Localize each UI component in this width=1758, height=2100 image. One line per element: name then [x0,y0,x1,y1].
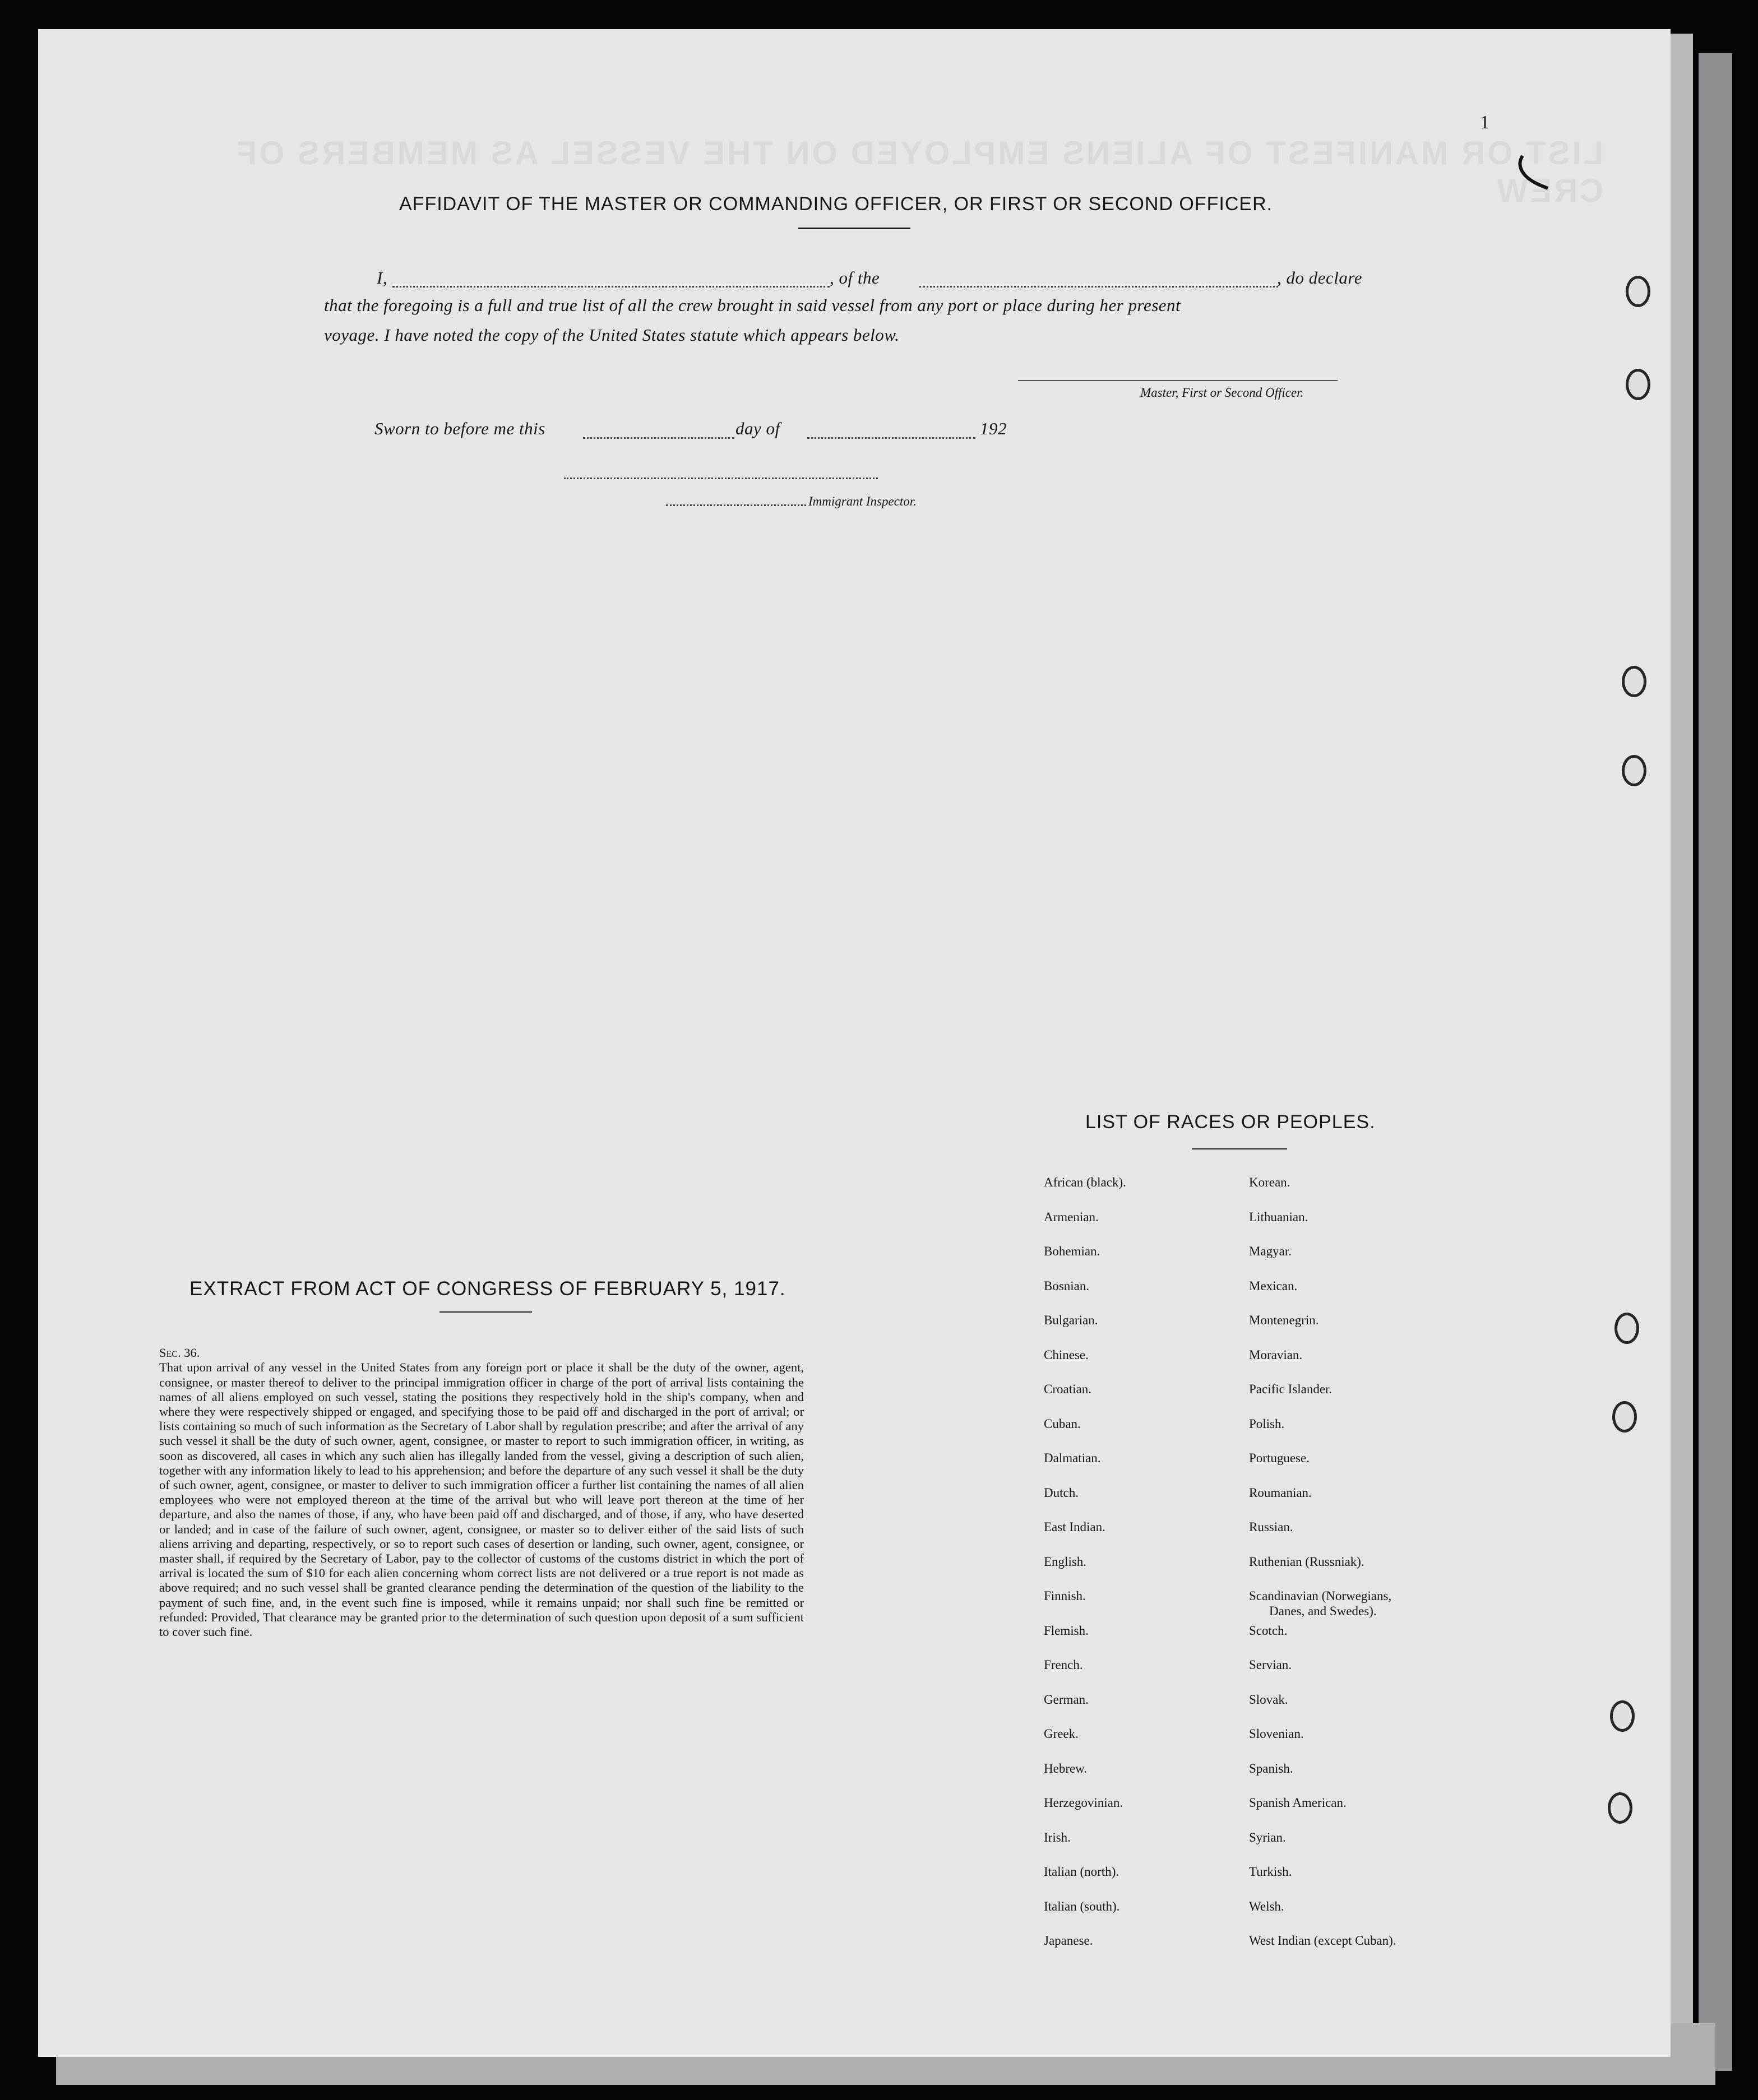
race-item: Italian (north). [1044,1865,1119,1879]
punch-hole [1608,1792,1632,1824]
affidavit-line1-end: , do declare [1277,268,1363,288]
extract-body [159,1331,804,1639]
race-item: Turkish. [1249,1865,1292,1879]
race-item: Bosnian. [1044,1278,1090,1293]
race-item [1249,1579,1396,1618]
extract-section-label: Sec. 36. [159,1346,200,1360]
punch-hole [1626,369,1650,400]
race-item: Polish. [1249,1416,1285,1431]
race-item: Greek. [1044,1727,1079,1741]
sworn-day-label: day of [735,419,780,438]
race-item: Welsh. [1249,1899,1284,1913]
extract-title-rule [440,1311,532,1313]
races-title-rule [1192,1148,1287,1149]
race-item: Korean. [1249,1175,1290,1189]
race-item: Italian (south). [1044,1899,1120,1913]
vessel-blank [919,286,1278,288]
race-item: Dalmatian. [1044,1451,1101,1465]
extract-title: EXTRACT FROM ACT OF CONGRESS OF FEBRUARY 5, 1917. [189,1278,786,1300]
race-item: Roumanian. [1249,1485,1312,1500]
race-item: Slovenian. [1249,1727,1304,1741]
punch-hole [1610,1700,1635,1732]
race-item-line: Danes, and Swedes). [1269,1604,1377,1618]
sworn-month-blank [807,437,975,439]
race-item-line: Scandinavian (Norwegians, [1249,1589,1392,1603]
race-item: Russian. [1249,1520,1293,1534]
affidavit-title: AFFIDAVIT OF THE MASTER OR COMMANDING OFFICER, OR FIRST OR SECOND OFFICER. [399,193,1273,215]
back-sheet-edge [1699,53,1732,2071]
sworn-day-blank [583,437,734,439]
race-item: Syrian. [1249,1830,1286,1844]
sworn-year: 192 [980,419,1007,438]
race-item: Spanish American. [1249,1796,1347,1810]
race-item: Moravian. [1249,1347,1303,1362]
punch-hole [1614,1313,1639,1344]
race-item: Lithuanian. [1249,1209,1308,1224]
inspector-signature-label: Immigrant Inspector. [808,494,917,508]
race-item: English. [1044,1554,1087,1569]
race-item: West Indian (except Cuban). [1249,1934,1396,1948]
race-item: Armenian. [1044,1209,1099,1224]
race-item: Herzegovinian. [1044,1796,1123,1810]
extract-text: That upon arrival of any vessel in the United States from any foreign port or place it shall be the duty of the owner, agent, consignee, or master thereof to deliver to the principal immigration officer in charge of the port of arrival lists containing the names of all aliens employed on such vessel, stating the positions they respectively hold in the ship's company, when and where they were respectively shipped or engaged, and specifying those to be paid off and discharged in the port of arrival; or lists containing so much of such information as the Secretary of Labor shall by regulation prescribe; and after the arrival of any such vessel it shall be the duty of such owner, agent, consignee, or master to report to such immigration officer, in writing, as soon as discovered, all cases in which any such alien has illegally landed from the vessel, giving a description of such alien, together with any information likely to lead to his apprehension; and before the departure of any such vessel it shall be the duty of such owner, agent, consignee, or master to deliver to such immigration officer a further list containing the names of all alien employees who were not employed thereon at the time of the arrival but who will leave port thereon at the time of her departure, and also the names of those, if any, who have been paid off and discharged, and of those, if any, who have deserted or landed; and in case of the failure of such owner, agent, consignee, or master so to deliver either of the said lists of such aliens arriving and departing, respectively, or so to report such cases of desertion or landing, such owner, agent, consignee, or master shall, if required by the Secretary of Labor, pay to the collector of customs of the customs district in which the port of arrival is located the sum of $10 for each alien concerning whom correct lists are not delivered or a true report is not made as above required; and no such vessel shall be granted clearance pending the determination of the question of the liability to the payment of such fine, and, in the event such fine is imposed, while it remains unpaid; nor shall such fine be remitted or refunded: Provided, That clearance may be granted prior to the determination of such question upon deposit of a sum sufficient to cover such fine. [159,1360,804,1639]
race-item: Finnish. [1044,1589,1086,1603]
sworn-prefix: Sworn to before me this [374,419,545,438]
master-signature-label: Master, First or Second Officer. [1140,386,1304,400]
race-item: Spanish. [1249,1761,1293,1776]
punch-hole [1626,276,1650,307]
inspector-signature-blank [666,504,806,506]
punch-hole [1612,1401,1637,1433]
affidavit-line2: that the foregoing is a full and true list of all the crew brought in said vessel from any port or place during her present [324,295,1181,315]
race-item: Dutch. [1044,1485,1079,1500]
affidavit-line1-mid: , of the [830,268,880,288]
name-blank [392,286,830,288]
race-item: Mexican. [1249,1278,1298,1293]
race-item: Servian. [1249,1658,1292,1672]
race-item: Magyar. [1249,1244,1292,1258]
punch-hole [1622,666,1646,697]
race-item: Pacific Islander. [1249,1382,1333,1396]
affidavit-line3: voyage. I have noted the copy of the United States statute which appears below. [324,325,900,345]
race-item: Chinese. [1044,1347,1089,1362]
pen-mark [1517,150,1551,195]
race-item: Bulgarian. [1044,1313,1098,1327]
races-column-2 [1249,1165,1396,1958]
affidavit-title-rule [798,228,910,229]
race-item: African (black). [1044,1175,1126,1189]
bleed-through-text: LIST OR MANIFEST OF ALIENS EMPLOYED ON THE VESSEL AS MEMBERS OF CREW [234,135,1603,209]
race-item: Cuban. [1044,1416,1081,1431]
race-item: Ruthenian (Russniak). [1249,1554,1364,1569]
race-item: Japanese. [1044,1934,1093,1948]
sworn-signature-blank [564,478,878,479]
race-item: East Indian. [1044,1520,1105,1534]
punch-hole [1622,755,1646,786]
race-item: Croatian. [1044,1382,1091,1396]
race-item: Scotch. [1249,1623,1288,1638]
races-column-1 [1044,1165,1126,1958]
master-signature-line [1018,380,1338,381]
races-title: LIST OF RACES OR PEOPLES. [1085,1111,1376,1133]
race-item: Flemish. [1044,1623,1089,1638]
race-item: French. [1044,1658,1083,1672]
race-item: Bohemian. [1044,1244,1100,1258]
affidavit-line1-start: I, [377,268,388,288]
race-item: Portuguese. [1249,1451,1310,1465]
race-item: Montenegrin. [1249,1313,1319,1327]
race-item: Slovak. [1249,1692,1288,1707]
race-item: Hebrew. [1044,1761,1088,1776]
race-item: Irish. [1044,1830,1071,1844]
race-item: German. [1044,1692,1089,1707]
page-number: 1 [1480,112,1489,133]
